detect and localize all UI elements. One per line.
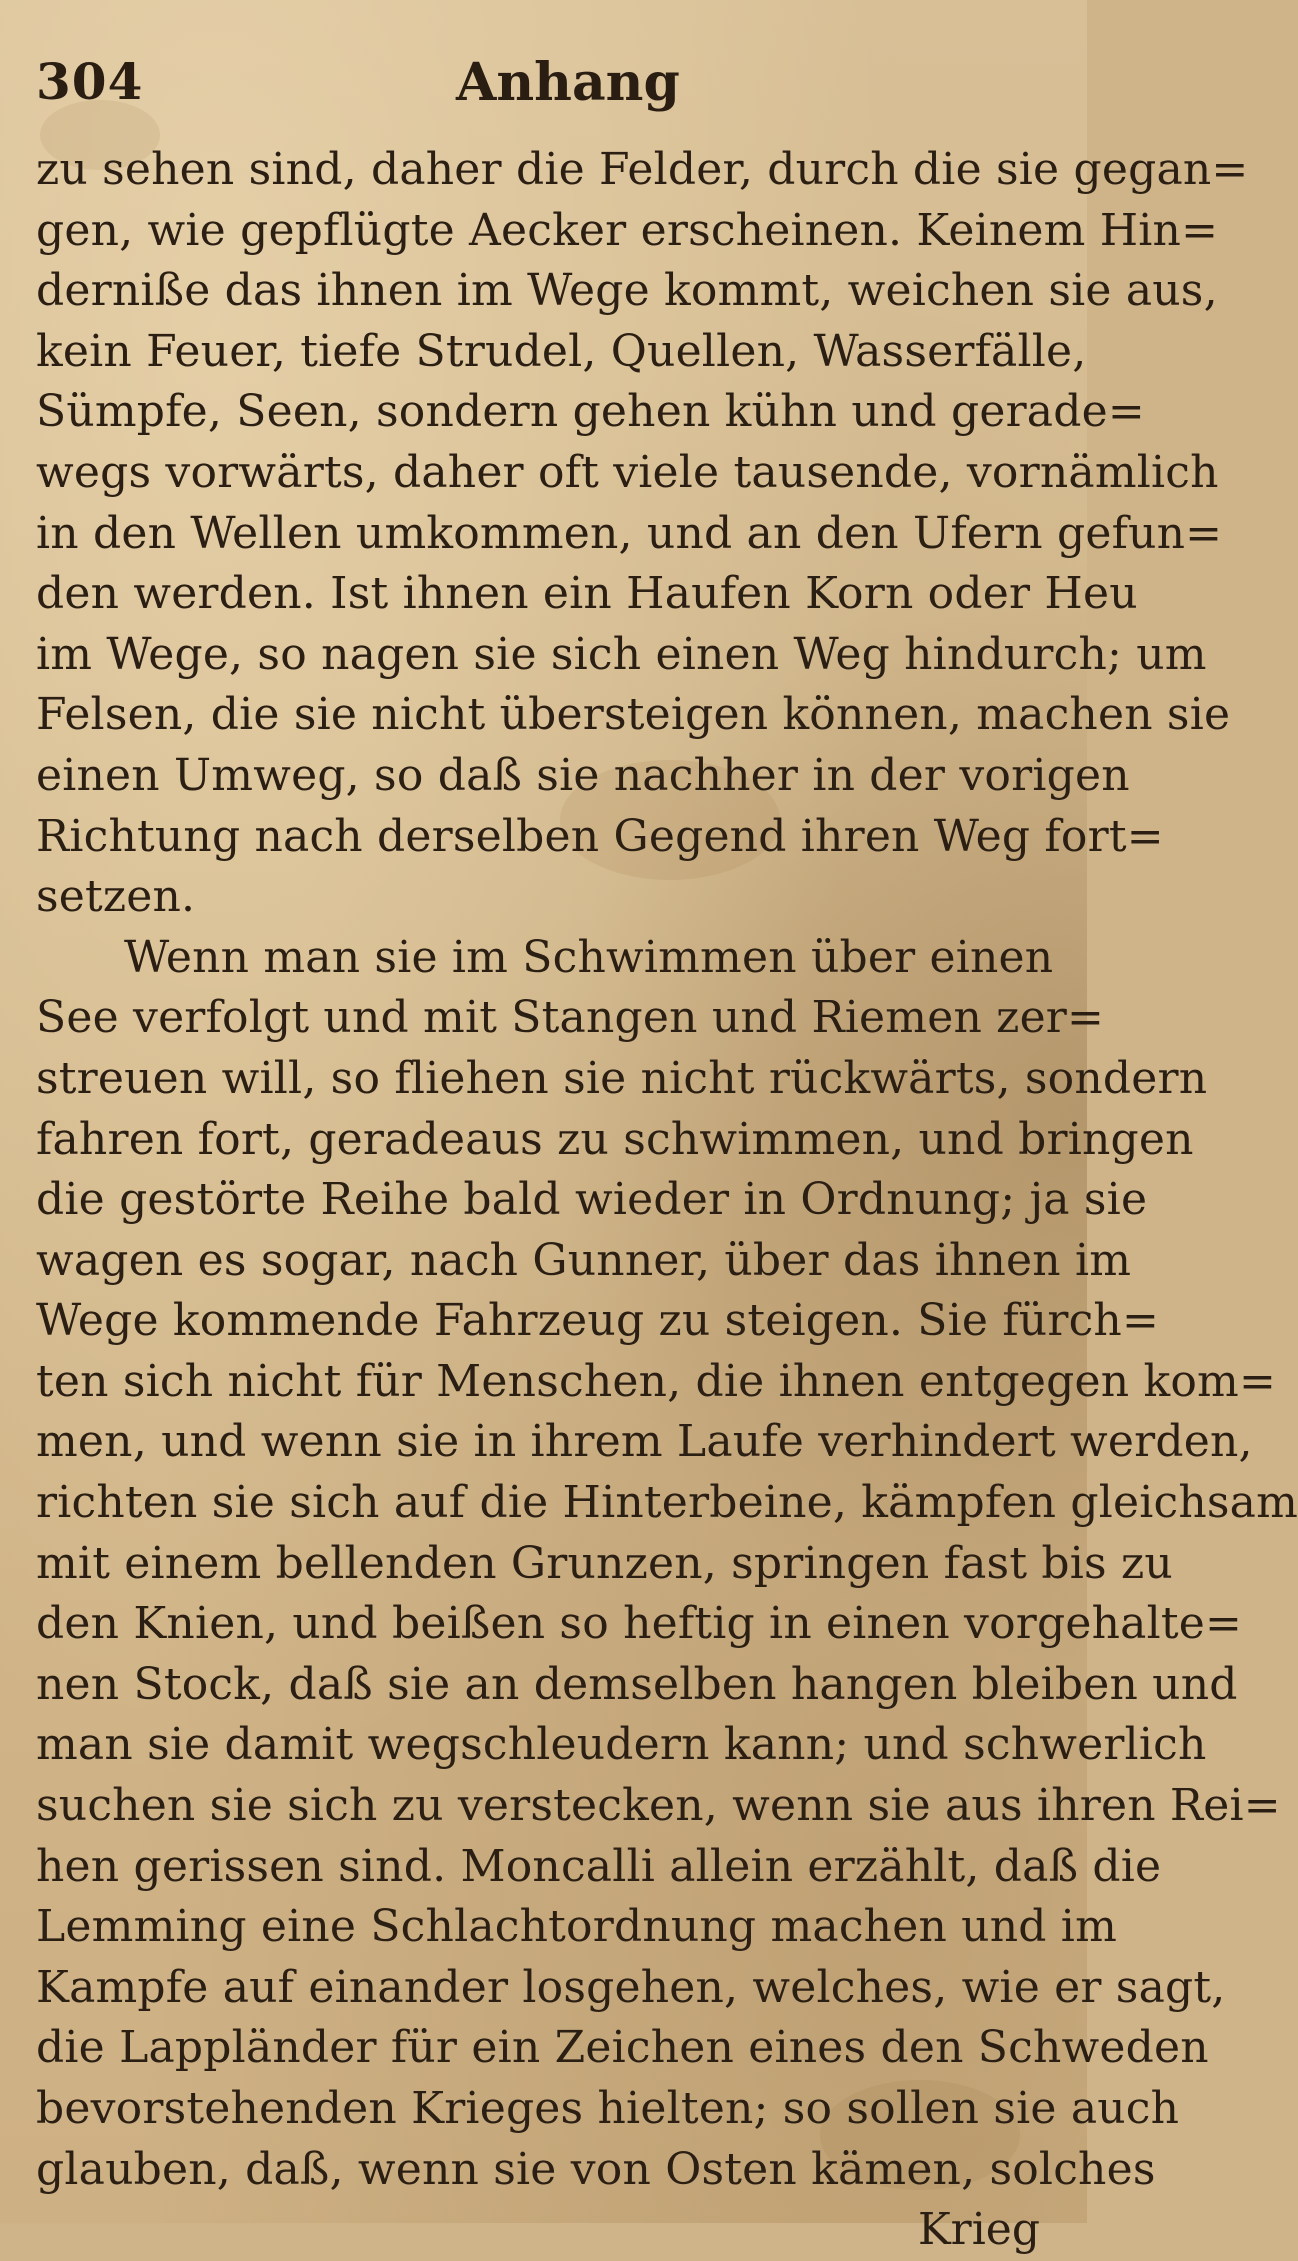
running-head: Anhang	[456, 52, 680, 113]
text-line: derniße das ihnen im Wege kommt, weichen sie aus,	[36, 265, 1218, 317]
text-line: einen Umweg, so daß sie nachher in der vorigen	[36, 749, 1130, 801]
text-line: Felsen, die sie nicht übersteigen können, machen sie	[36, 689, 1231, 741]
text-line: zu sehen sind, daher die Felder, durch die sie gegan=	[36, 144, 1249, 195]
text-line: Sümpfe, Seen, sondern gehen kühn und gerade=	[36, 386, 1145, 438]
text-line: glauben, daß, wenn sie von Osten kämen, solches	[36, 2143, 1156, 2195]
catchword: Krieg	[917, 2204, 1040, 2256]
text-line: die gestörte Reihe bald wieder in Ordnung; ja sie	[36, 1174, 1148, 1226]
text-line: gen, wie gepflügte Aecker erscheinen. Keinem Hin=	[36, 204, 1219, 256]
text-line: hen gerissen sind. Moncalli allein erzählt, daß die	[36, 1840, 1162, 1892]
text-line: bevorstehenden Krieges hielten; so sollen sie auch	[36, 2083, 1180, 2134]
text-line: kein Feuer, tiefe Strudel, Quellen, Wasserfälle,	[36, 325, 1087, 377]
text-line: man sie damit wegschleudern kann; und schwerlich	[36, 1719, 1207, 1771]
text-line: den werden. Ist ihnen ein Haufen Korn oder Heu	[36, 568, 1138, 620]
page-header	[36, 40, 1046, 120]
text-line: mit einem bellenden Grunzen, springen fast bis zu	[36, 1537, 1173, 1589]
text-line: im Wege, so nagen sie sich einen Weg hindurch; um	[36, 628, 1207, 680]
text-line: nen Stock, daß sie an demselben hangen bleiben und	[36, 1658, 1238, 1710]
page-number: 304	[36, 52, 144, 111]
paragraph-end-line: setzen.	[36, 871, 196, 923]
text-line: richten sie sich auf die Hinterbeine, kämpfen gleichsam	[36, 1477, 1298, 1529]
text-line: wegs vorwärts, daher oft viele tausende, vornämlich	[36, 446, 1219, 498]
text-line: in den Wellen umkommen, und an den Ufern gefun=	[36, 507, 1223, 559]
text-line: die Lappländer für ein Zeichen eines den Schweden	[36, 2022, 1209, 2074]
text-line: suchen sie sich zu verstecken, wenn sie aus ihren Rei=	[36, 1780, 1281, 1832]
text-line: wagen es sogar, nach Gunner, über das ihnen im	[36, 1234, 1132, 1286]
text-line: Richtung nach derselben Gegend ihren Weg fort=	[36, 810, 1164, 862]
body-text	[36, 140, 1298, 2261]
text-line: streuen will, so fliehen sie nicht rückwärts, sondern	[36, 1052, 1208, 1104]
text-line: ten sich nicht für Menschen, die ihnen entgegen kom=	[36, 1355, 1277, 1407]
text-line: men, und wenn sie in ihrem Laufe verhindert werden,	[36, 1416, 1253, 1468]
text-line: Kampfe auf einander losgehen, welches, wie er sagt,	[36, 1961, 1226, 2013]
text-line: Wege kommende Fahrzeug zu steigen. Sie fürch=	[36, 1295, 1160, 1347]
text-line: Lemming eine Schlachtordnung machen und im	[36, 1901, 1118, 1953]
text-line: den Knien, und beißen so heftig in einen vorgehalte=	[36, 1598, 1243, 1650]
text-line: See verfolgt und mit Stangen und Riemen zer=	[36, 992, 1105, 1044]
paragraph-start-line: Wenn man sie im Schwimmen über einen	[124, 931, 1054, 983]
text-line: fahren fort, geradeaus zu schwimmen, und bringen	[36, 1113, 1194, 1165]
